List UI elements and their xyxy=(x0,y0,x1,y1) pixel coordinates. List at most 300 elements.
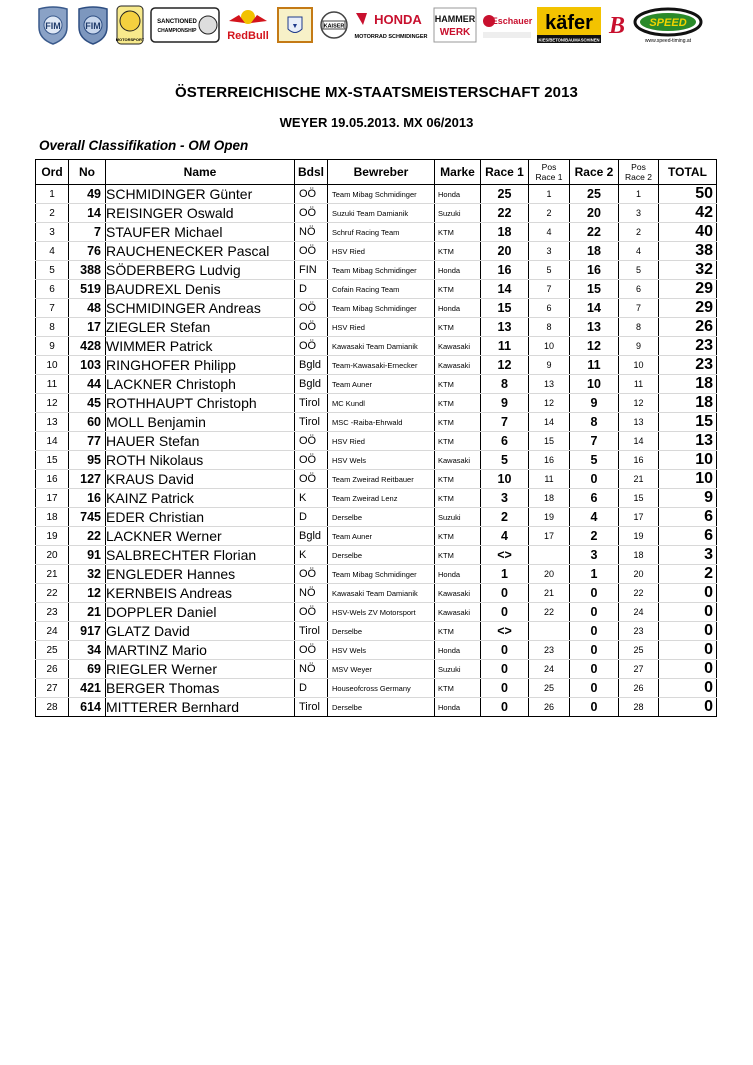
cell-race2-position: 11 xyxy=(619,375,659,394)
cell-race1-points: <> xyxy=(481,622,529,641)
cell-race1-points: 5 xyxy=(481,451,529,470)
cell-state: NÖ xyxy=(295,584,328,603)
cell-team: Team Mibag Schmidinger xyxy=(328,565,435,584)
cell-race1-points: 12 xyxy=(481,356,529,375)
cell-total-points: 0 xyxy=(659,679,717,698)
cell-team: Team Auner xyxy=(328,527,435,546)
cell-race1-position: 6 xyxy=(529,299,570,318)
col-header-pos-race2 xyxy=(619,160,659,185)
table-row xyxy=(36,622,717,641)
cell-race2-points: 20 xyxy=(570,204,619,223)
cell-brand: Honda xyxy=(435,261,481,280)
cell-race1-points: 25 xyxy=(481,185,529,204)
cell-ord: 2 xyxy=(36,204,69,223)
cell-race2-position: 26 xyxy=(619,679,659,698)
cell-race2-points: 22 xyxy=(570,223,619,242)
cell-race2-points: 12 xyxy=(570,337,619,356)
table-header xyxy=(36,160,717,185)
cell-team: MSV Weyer xyxy=(328,660,435,679)
cell-total-points: 29 xyxy=(659,280,717,299)
cell-total-points: 23 xyxy=(659,337,717,356)
cell-rider-name: MARTINZ Mario xyxy=(106,641,295,660)
cell-start-number: 421 xyxy=(69,679,106,698)
cell-brand: KTM xyxy=(435,223,481,242)
table-row xyxy=(36,660,717,679)
cell-start-number: 49 xyxy=(69,185,106,204)
table-row xyxy=(36,223,717,242)
cell-state: NÖ xyxy=(295,660,328,679)
cell-race2-position: 2 xyxy=(619,223,659,242)
cell-state: D xyxy=(295,679,328,698)
table-row xyxy=(36,204,717,223)
fim-europe-logo xyxy=(75,5,111,45)
cell-race2-position: 7 xyxy=(619,299,659,318)
cell-team: HSV-Wels ZV Motorsport xyxy=(328,603,435,622)
cell-brand: KTM xyxy=(435,527,481,546)
cell-race1-points: 13 xyxy=(481,318,529,337)
cell-rider-name: SALBRECHTER Florian xyxy=(106,546,295,565)
cell-start-number: 14 xyxy=(69,204,106,223)
col-header-race1: Race 1 xyxy=(481,160,529,185)
cell-brand: KTM xyxy=(435,679,481,698)
cell-total-points: 13 xyxy=(659,432,717,451)
cell-ord: 3 xyxy=(36,223,69,242)
sponsors.10.text: Eschauer xyxy=(491,16,533,26)
cell-start-number: 745 xyxy=(69,508,106,527)
cell-start-number: 34 xyxy=(69,641,106,660)
cell-race2-position: 21 xyxy=(619,470,659,489)
svg-text:CHAMPIONSHIP: CHAMPIONSHIP xyxy=(157,28,197,34)
cell-race2-points: 2 xyxy=(570,527,619,546)
cell-team: Team Mibag Schmidinger xyxy=(328,185,435,204)
cell-team: Derselbe xyxy=(328,698,435,717)
cell-brand: Honda xyxy=(435,185,481,204)
cell-start-number: 17 xyxy=(69,318,106,337)
cell-race1-points: 0 xyxy=(481,679,529,698)
cell-brand: Honda xyxy=(435,299,481,318)
sponsors.13.text: B xyxy=(608,13,626,39)
table-row xyxy=(36,337,717,356)
cell-ord: 5 xyxy=(36,261,69,280)
cell-race1-points: 22 xyxy=(481,204,529,223)
sponsors.14.text: SPEED xyxy=(649,17,687,29)
cell-rider-name: LACKNER Werner xyxy=(106,527,295,546)
cell-rider-name: MITTERER Bernhard xyxy=(106,698,295,717)
cell-total-points: 29 xyxy=(659,299,717,318)
cell-team: HSV Ried xyxy=(328,242,435,261)
sanctioned-championship-logo xyxy=(149,5,221,45)
cell-state: Tirol xyxy=(295,413,328,432)
cell-rider-name: MOLL Benjamin xyxy=(106,413,295,432)
cell-total-points: 10 xyxy=(659,451,717,470)
cell-race2-position: 16 xyxy=(619,451,659,470)
table-row xyxy=(36,603,717,622)
cell-race1-points: 15 xyxy=(481,299,529,318)
cell-rider-name: EDER Christian xyxy=(106,508,295,527)
table-row xyxy=(36,356,717,375)
cell-team: Team Zweirad Lenz xyxy=(328,489,435,508)
cell-race2-position: 18 xyxy=(619,546,659,565)
cell-state: K xyxy=(295,489,328,508)
cell-race1-position: 25 xyxy=(529,679,570,698)
cell-race1-points: <> xyxy=(481,546,529,565)
cell-start-number: 95 xyxy=(69,451,106,470)
cell-brand: Kawasaki xyxy=(435,584,481,603)
cell-ord: 22 xyxy=(36,584,69,603)
classification-title: Overall Classifikation - OM Open xyxy=(39,138,249,153)
cell-team: Derselbe xyxy=(328,622,435,641)
cell-rider-name: WIMMER Patrick xyxy=(106,337,295,356)
cell-start-number: 917 xyxy=(69,622,106,641)
cell-ord: 13 xyxy=(36,413,69,432)
cell-race1-position: 5 xyxy=(529,261,570,280)
cell-race1-position: 26 xyxy=(529,698,570,717)
table-body xyxy=(36,185,717,717)
cell-state: D xyxy=(295,508,328,527)
cell-race2-position: 23 xyxy=(619,622,659,641)
cell-ord: 1 xyxy=(36,185,69,204)
cell-race2-points: 10 xyxy=(570,375,619,394)
cell-race2-points: 5 xyxy=(570,451,619,470)
results-table xyxy=(35,159,717,717)
table-row xyxy=(36,527,717,546)
cell-race1-position: 19 xyxy=(529,508,570,527)
cell-total-points: 2 xyxy=(659,565,717,584)
cell-ord: 25 xyxy=(36,641,69,660)
sponsors.4.text: RedBull xyxy=(227,30,269,42)
cell-race1-points: 7 xyxy=(481,413,529,432)
cell-race1-position: 21 xyxy=(529,584,570,603)
cell-rider-name: HAUER Stefan xyxy=(106,432,295,451)
sponsor-bar xyxy=(35,3,715,47)
cell-race1-position: 12 xyxy=(529,394,570,413)
cell-start-number: 76 xyxy=(69,242,106,261)
table-row xyxy=(36,375,717,394)
cell-race2-points: 8 xyxy=(570,413,619,432)
cell-ord: 21 xyxy=(36,565,69,584)
col-header-marke: Marke xyxy=(435,160,481,185)
cell-ord: 11 xyxy=(36,375,69,394)
cell-team: Schruf Racing Team xyxy=(328,223,435,242)
pos-race1-line1: Pos xyxy=(541,162,557,172)
cell-total-points: 18 xyxy=(659,375,717,394)
cell-brand: KTM xyxy=(435,413,481,432)
cell-race2-position: 22 xyxy=(619,584,659,603)
table-row xyxy=(36,641,717,660)
cell-rider-name: STAUFER Michael xyxy=(106,223,295,242)
cell-race2-points: 0 xyxy=(570,603,619,622)
cell-team: Kawasaki Team Damianik xyxy=(328,584,435,603)
cell-state: OÖ xyxy=(295,242,328,261)
cell-rider-name: ENGLEDER Hannes xyxy=(106,565,295,584)
cell-start-number: 21 xyxy=(69,603,106,622)
cell-total-points: 9 xyxy=(659,489,717,508)
table-row xyxy=(36,299,717,318)
cell-race2-position: 14 xyxy=(619,432,659,451)
bridgestone-logo xyxy=(605,5,629,45)
cell-ord: 20 xyxy=(36,546,69,565)
pos-race2-line2: Race 2 xyxy=(625,172,652,182)
cell-race1-points: 9 xyxy=(481,394,529,413)
cell-total-points: 0 xyxy=(659,603,717,622)
table-row xyxy=(36,261,717,280)
cell-state: Bgld xyxy=(295,356,328,375)
cell-state: OÖ xyxy=(295,565,328,584)
cell-race1-points: 14 xyxy=(481,280,529,299)
cell-brand: KTM xyxy=(435,622,481,641)
col-header-pos-race1 xyxy=(529,160,570,185)
cell-brand: KTM xyxy=(435,318,481,337)
cell-ord: 9 xyxy=(36,337,69,356)
cell-race1-points: 3 xyxy=(481,489,529,508)
cell-race2-points: 15 xyxy=(570,280,619,299)
pos-race2-line1: Pos xyxy=(631,162,646,172)
col-header-total: TOTAL xyxy=(659,160,717,185)
cell-race1-position: 15 xyxy=(529,432,570,451)
cell-state: OÖ xyxy=(295,470,328,489)
cell-team: Derselbe xyxy=(328,508,435,527)
cell-total-points: 6 xyxy=(659,508,717,527)
cell-race1-points: 20 xyxy=(481,242,529,261)
cell-race1-points: 10 xyxy=(481,470,529,489)
cell-start-number: 77 xyxy=(69,432,106,451)
cell-race1-points: 16 xyxy=(481,261,529,280)
cell-race1-points: 0 xyxy=(481,641,529,660)
cell-start-number: 519 xyxy=(69,280,106,299)
cell-race2-points: 9 xyxy=(570,394,619,413)
cell-rider-name: RIEGLER Werner xyxy=(106,660,295,679)
cell-rider-name: GLATZ David xyxy=(106,622,295,641)
cell-state: OÖ xyxy=(295,451,328,470)
cell-rider-name: REISINGER Oswald xyxy=(106,204,295,223)
sponsors.6.text: KAISER xyxy=(323,23,345,30)
cell-race1-position: 11 xyxy=(529,470,570,489)
table-row xyxy=(36,565,717,584)
cell-ord: 12 xyxy=(36,394,69,413)
cell-race1-points: 18 xyxy=(481,223,529,242)
cell-race2-points: 4 xyxy=(570,508,619,527)
sponsors.0.text: FIM xyxy=(45,21,61,31)
cell-race1-position: 1 xyxy=(529,185,570,204)
cell-race2-position: 3 xyxy=(619,204,659,223)
cell-start-number: 32 xyxy=(69,565,106,584)
cell-start-number: 16 xyxy=(69,489,106,508)
cell-race2-position: 6 xyxy=(619,280,659,299)
cell-state: K xyxy=(295,546,328,565)
table-row xyxy=(36,698,717,717)
svg-text:HAMMER: HAMMER xyxy=(434,14,476,24)
svg-text:▼: ▼ xyxy=(291,23,299,30)
cell-ord: 14 xyxy=(36,432,69,451)
table-row xyxy=(36,242,717,261)
svg-text:SANCTIONED: SANCTIONED xyxy=(157,19,197,25)
cell-race2-position: 10 xyxy=(619,356,659,375)
cell-race2-points: 3 xyxy=(570,546,619,565)
cell-total-points: 10 xyxy=(659,470,717,489)
cell-ord: 7 xyxy=(36,299,69,318)
cell-race1-position: 17 xyxy=(529,527,570,546)
cell-race1-position: 18 xyxy=(529,489,570,508)
cell-race1-position: 24 xyxy=(529,660,570,679)
cell-race1-position: 3 xyxy=(529,242,570,261)
cell-brand: KTM xyxy=(435,394,481,413)
cell-total-points: 18 xyxy=(659,394,717,413)
cell-brand: Kawasaki xyxy=(435,337,481,356)
cell-start-number: 12 xyxy=(69,584,106,603)
cell-ord: 10 xyxy=(36,356,69,375)
cell-rider-name: DOPPLER Daniel xyxy=(106,603,295,622)
cell-race2-position: 27 xyxy=(619,660,659,679)
cell-brand: KTM xyxy=(435,470,481,489)
cell-race1-points: 8 xyxy=(481,375,529,394)
cell-race2-position: 20 xyxy=(619,565,659,584)
fim-logo xyxy=(35,5,71,45)
cell-race2-points: 16 xyxy=(570,261,619,280)
cell-brand: Kawasaki xyxy=(435,356,481,375)
cell-total-points: 6 xyxy=(659,527,717,546)
cell-ord: 18 xyxy=(36,508,69,527)
cell-brand: Suzuki xyxy=(435,660,481,679)
cell-rider-name: BERGER Thomas xyxy=(106,679,295,698)
cell-race1-points: 11 xyxy=(481,337,529,356)
cell-race1-points: 4 xyxy=(481,527,529,546)
cell-team: HSV Ried xyxy=(328,432,435,451)
cell-start-number: 7 xyxy=(69,223,106,242)
hammer-werk-logo xyxy=(433,5,477,45)
table-row xyxy=(36,584,717,603)
table-row xyxy=(36,185,717,204)
cell-team: MC Kundl xyxy=(328,394,435,413)
cell-race2-points: 0 xyxy=(570,698,619,717)
table-row xyxy=(36,489,717,508)
event-subtitle: WEYER 19.05.2013. MX 06/2013 xyxy=(279,115,474,130)
cell-state: OÖ xyxy=(295,318,328,337)
eschauer-logo xyxy=(481,5,533,45)
table-row xyxy=(36,432,717,451)
cell-race1-points: 1 xyxy=(481,565,529,584)
cell-total-points: 0 xyxy=(659,584,717,603)
col-header-ord: Ord xyxy=(36,160,69,185)
cell-rider-name: RINGHOFER Philipp xyxy=(106,356,295,375)
cell-brand: Honda xyxy=(435,641,481,660)
cell-race1-points: 6 xyxy=(481,432,529,451)
cell-race1-points: 2 xyxy=(481,508,529,527)
cell-race2-position: 5 xyxy=(619,261,659,280)
cell-ord: 23 xyxy=(36,603,69,622)
cell-total-points: 42 xyxy=(659,204,717,223)
sponsors.7.text: HONDA xyxy=(374,12,422,27)
cell-rider-name: SCHMIDINGER Andreas xyxy=(106,299,295,318)
cell-race1-position: 13 xyxy=(529,375,570,394)
col-header-race2: Race 2 xyxy=(570,160,619,185)
cell-brand: KTM xyxy=(435,546,481,565)
table-row xyxy=(36,470,717,489)
cell-start-number: 48 xyxy=(69,299,106,318)
table-row xyxy=(36,280,717,299)
cell-race2-points: 14 xyxy=(570,299,619,318)
cell-total-points: 38 xyxy=(659,242,717,261)
cell-ord: 4 xyxy=(36,242,69,261)
cell-race2-points: 0 xyxy=(570,622,619,641)
cell-team: Team Mibag Schmidinger xyxy=(328,261,435,280)
cell-state: Bgld xyxy=(295,375,328,394)
cell-state: OÖ xyxy=(295,603,328,622)
cell-rider-name: SCHMIDINGER Günter xyxy=(106,185,295,204)
cell-race2-position: 8 xyxy=(619,318,659,337)
cell-ord: 17 xyxy=(36,489,69,508)
cell-team: Team Zweirad Reitbauer xyxy=(328,470,435,489)
cell-total-points: 40 xyxy=(659,223,717,242)
sponsors.2.text: MOTORSPORT xyxy=(116,37,144,42)
cell-brand: KTM xyxy=(435,432,481,451)
cell-race2-position: 4 xyxy=(619,242,659,261)
cell-race1-points: 0 xyxy=(481,698,529,717)
cell-rider-name: KERNBEIS Andreas xyxy=(106,584,295,603)
cell-total-points: 15 xyxy=(659,413,717,432)
cell-ord: 28 xyxy=(36,698,69,717)
cell-race2-points: 18 xyxy=(570,242,619,261)
cell-total-points: 0 xyxy=(659,641,717,660)
cell-ord: 19 xyxy=(36,527,69,546)
col-header-name: Name xyxy=(106,160,295,185)
cell-state: FIN xyxy=(295,261,328,280)
sponsors.1.text: FIM xyxy=(85,21,101,31)
cell-race1-position: 16 xyxy=(529,451,570,470)
cell-state: OÖ xyxy=(295,204,328,223)
cell-team: Houseofcross Germany xyxy=(328,679,435,698)
cell-total-points: 0 xyxy=(659,660,717,679)
cell-rider-name: RAUCHENECKER Pascal xyxy=(106,242,295,261)
cell-rider-name: BAUDREXL Denis xyxy=(106,280,295,299)
cell-rider-name: ROTH Nikolaus xyxy=(106,451,295,470)
cell-state: NÖ xyxy=(295,223,328,242)
cell-state: OÖ xyxy=(295,641,328,660)
cell-total-points: 32 xyxy=(659,261,717,280)
cell-race2-points: 0 xyxy=(570,470,619,489)
cell-state: Tirol xyxy=(295,394,328,413)
cell-ord: 8 xyxy=(36,318,69,337)
col-header-no: No xyxy=(69,160,106,185)
cell-start-number: 44 xyxy=(69,375,106,394)
cell-start-number: 91 xyxy=(69,546,106,565)
cell-race2-points: 7 xyxy=(570,432,619,451)
honda-logo xyxy=(353,5,429,45)
speed-timing-logo xyxy=(633,5,703,45)
cell-brand: KTM xyxy=(435,242,481,261)
cell-start-number: 103 xyxy=(69,356,106,375)
cell-race2-position: 25 xyxy=(619,641,659,660)
sponsors.12.text: KIES/BETON/BAUMASCHINEN xyxy=(538,37,600,43)
cell-start-number: 22 xyxy=(69,527,106,546)
amf-motorsport-logo xyxy=(115,5,145,45)
cell-race1-position: 4 xyxy=(529,223,570,242)
cell-race1-position: 23 xyxy=(529,641,570,660)
table-row xyxy=(36,451,717,470)
cell-start-number: 614 xyxy=(69,698,106,717)
cell-race1-position: 10 xyxy=(529,337,570,356)
kaefer-logo xyxy=(537,5,601,45)
cell-team: HSV Wels xyxy=(328,641,435,660)
cell-rider-name: KRAUS David xyxy=(106,470,295,489)
page-title: ÖSTERREICHISCHE MX-STAATSMEISTERSCHAFT 2013 xyxy=(175,84,578,101)
cell-total-points: 0 xyxy=(659,698,717,717)
cell-race2-points: 0 xyxy=(570,660,619,679)
table-row xyxy=(36,508,717,527)
cell-rider-name: KAINZ Patrick xyxy=(106,489,295,508)
cell-rider-name: ZIEGLER Stefan xyxy=(106,318,295,337)
cell-race1-position: 8 xyxy=(529,318,570,337)
cell-race2-points: 0 xyxy=(570,679,619,698)
